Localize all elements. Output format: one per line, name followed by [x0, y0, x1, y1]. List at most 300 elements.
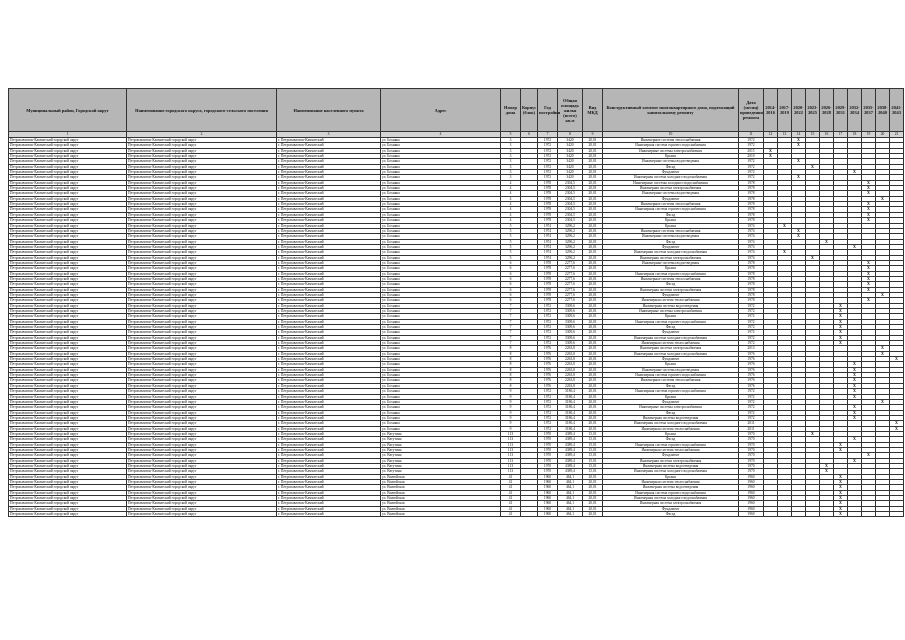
column-number: 19	[862, 132, 876, 138]
area-cell: 2263,8	[558, 351, 583, 356]
area-cell: 2277,6	[558, 287, 583, 292]
area-cell: 2277,6	[558, 282, 583, 287]
repair-date-cell: 1972	[739, 394, 764, 399]
house-number-cell: 5	[501, 239, 521, 244]
building-type-cell: 15,01	[583, 437, 603, 442]
house-number-cell: 7	[501, 314, 521, 319]
structural-element-cell: Инженерные системы водоотведения	[603, 234, 739, 239]
building-type-cell: 20,01	[583, 474, 603, 479]
period-mark-cell: X	[890, 426, 904, 431]
district-cell: Петропавловск-Камчатский городской округ	[9, 159, 127, 164]
locality-cell: г. Петропавловск-Камчатский	[277, 351, 381, 356]
area-cell: 3296,2	[558, 228, 583, 233]
repair-date-cell: 1978	[739, 218, 764, 223]
locality-cell: г. Петропавловск-Камчатский	[277, 469, 381, 474]
address-cell: ул. Бохняка	[381, 426, 501, 431]
settlement-cell: Петропавловск-Камчатский городской округ	[127, 367, 277, 372]
settlement-cell: Петропавловск-Камчатский городской округ	[127, 325, 277, 330]
house-number-cell: 4	[501, 196, 521, 201]
area-cell: 2304,5	[558, 180, 583, 185]
repair-date-cell: 1972	[739, 143, 764, 148]
locality-cell: г. Петропавловск-Камчатский	[277, 175, 381, 180]
repair-date-cell: 1978	[739, 196, 764, 201]
building-type-cell: 20,01	[583, 330, 603, 335]
repair-date-cell: 2015	[739, 148, 764, 153]
repair-date-cell: 1972	[739, 309, 764, 314]
build-year-cell: 1974	[538, 234, 558, 239]
period-mark-cell: X	[848, 383, 862, 388]
repair-date-cell: 1976	[739, 373, 764, 378]
locality-cell: г. Петропавловск-Камчатский	[277, 212, 381, 217]
district-cell: Петропавловск-Камчатский городской округ	[9, 469, 127, 474]
district-cell: Петропавловск-Камчатский городской округ	[9, 148, 127, 153]
area-cell: 3420	[558, 138, 583, 143]
settlement-cell: Петропавловск-Камчатский городской округ	[127, 271, 277, 276]
build-year-cell: 1972	[538, 303, 558, 308]
build-year-cell: 1960	[538, 485, 558, 490]
column-number: 12	[764, 132, 778, 138]
settlement-cell: Петропавловск-Камчатский городской округ	[127, 196, 277, 201]
period-mark-cell: X	[876, 351, 890, 356]
repair-date-cell: 1976	[739, 383, 764, 388]
settlement-cell: Петропавловск-Камчатский городской округ	[127, 228, 277, 233]
district-cell: Петропавловск-Камчатский городской округ	[9, 357, 127, 362]
period-mark-cell: X	[820, 469, 834, 474]
locality-cell: г. Петропавловск-Камчатский	[277, 373, 381, 378]
repair-date-cell: 1978	[739, 292, 764, 297]
build-year-cell: 1972	[538, 325, 558, 330]
settlement-cell: Петропавловск-Камчатский городской округ	[127, 239, 277, 244]
address-cell: ул. Бохняка	[381, 202, 501, 207]
column-header: Номер дома	[501, 89, 521, 132]
address-cell: ул. Бохняка	[381, 260, 501, 265]
district-cell: Петропавловск-Камчатский городской округ	[9, 325, 127, 330]
structural-element-cell: Инженерные системы холодного водоснабжения	[603, 180, 739, 185]
building-type-cell: 20,01	[583, 357, 603, 362]
district-cell: Петропавловск-Камчатский городской округ	[9, 389, 127, 394]
area-cell: 2263,8	[558, 357, 583, 362]
build-year-cell: 1978	[538, 298, 558, 303]
column-number: 6	[521, 132, 538, 138]
area-cell: 3420	[558, 148, 583, 153]
column-header: Адрес	[381, 89, 501, 132]
locality-cell: г. Петропавловск-Камчатский	[277, 421, 381, 426]
district-cell: Петропавловск-Камчатский городской округ	[9, 506, 127, 511]
area-cell: 4389,4	[558, 431, 583, 436]
district-cell: Петропавловск-Камчатский городской округ	[9, 138, 127, 143]
settlement-cell: Петропавловск-Камчатский городской округ	[127, 276, 277, 281]
area-cell: 464,1	[558, 512, 583, 517]
building-type-cell: 20,01	[583, 415, 603, 420]
area-cell: 3420	[558, 164, 583, 169]
period-mark-cell: X	[890, 357, 904, 362]
locality-cell: г. Петропавловск-Камчатский	[277, 309, 381, 314]
building-type-cell: 20,01	[583, 234, 603, 239]
address-cell: ул. Бохняка	[381, 410, 501, 415]
build-year-cell: 1978	[538, 282, 558, 287]
settlement-cell: Петропавловск-Камчатский городской округ	[127, 373, 277, 378]
structural-element-cell: Инженерная система электроснабжения	[603, 255, 739, 260]
repair-date-cell: 1970	[739, 442, 764, 447]
repair-date-cell: 2011	[739, 421, 764, 426]
repair-date-cell: 1978	[739, 276, 764, 281]
structural-element-cell: Инженерные системы электроснабжения	[603, 309, 739, 314]
structural-element-cell: Фундамент	[603, 170, 739, 175]
repair-date-cell: 1960	[739, 506, 764, 511]
house-number-cell: 9	[501, 405, 521, 410]
address-cell: ул. Ватутина	[381, 437, 501, 442]
area-cell: 3309,6	[558, 335, 583, 340]
district-cell: Петропавловск-Камчатский городской округ	[9, 175, 127, 180]
area-cell: 3309,6	[558, 309, 583, 314]
area-cell: 464,1	[558, 490, 583, 495]
structural-element-cell: Фундамент	[603, 399, 739, 404]
house-number-cell: 6	[501, 287, 521, 292]
build-year-cell: 1960	[538, 474, 558, 479]
build-year-cell: 1960	[538, 496, 558, 501]
repair-date-cell: 1972	[739, 175, 764, 180]
settlement-cell: Петропавловск-Камчатский городской округ	[127, 421, 277, 426]
locality-cell: г. Петропавловск-Камчатский	[277, 159, 381, 164]
district-cell: Петропавловск-Камчатский городской округ	[9, 260, 127, 265]
repair-date-cell: 1974	[739, 244, 764, 249]
locality-cell: г. Петропавловск-Камчатский	[277, 485, 381, 490]
locality-cell: г. Петропавловск-Камчатский	[277, 218, 381, 223]
area-cell: 3296,2	[558, 244, 583, 249]
building-type-cell: 20,01	[583, 378, 603, 383]
address-cell: ул. Бохняка	[381, 341, 501, 346]
house-number-cell: 8	[501, 373, 521, 378]
district-cell: Петропавловск-Камчатский городской округ	[9, 426, 127, 431]
address-cell: ул. Бохняка	[381, 346, 501, 351]
district-cell: Петропавловск-Камчатский городской округ	[9, 362, 127, 367]
address-cell: ул. Бохняка	[381, 154, 501, 159]
structural-element-cell: Инженерная система водоотведения	[603, 485, 739, 490]
settlement-cell: Петропавловск-Камчатский городской округ	[127, 346, 277, 351]
structural-element-cell: Инженерные системы теплоснабжения	[603, 202, 739, 207]
settlement-cell: Петропавловск-Камчатский городской округ	[127, 442, 277, 447]
column-header: 2017-2019	[778, 89, 792, 132]
settlement-cell: Петропавловск-Камчатский городской округ	[127, 383, 277, 388]
build-year-cell: 1972	[538, 143, 558, 148]
repair-date-cell: 1972	[739, 138, 764, 143]
period-mark-cell: X	[764, 154, 778, 159]
build-year-cell: 1970	[538, 469, 558, 474]
area-cell: 3186,4	[558, 389, 583, 394]
building-type-cell: 20,01	[583, 351, 603, 356]
period-mark-cell: X	[848, 410, 862, 415]
locality-cell: г. Петропавловск-Камчатский	[277, 512, 381, 517]
column-number: 3	[277, 132, 381, 138]
build-year-cell: 1972	[538, 394, 558, 399]
address-cell: ул. Бохняка	[381, 212, 501, 217]
settlement-cell: Петропавловск-Камчатский городской округ	[127, 335, 277, 340]
build-year-cell: 1978	[538, 266, 558, 271]
structural-element-cell: Фасад	[603, 282, 739, 287]
locality-cell: г. Петропавловск-Камчатский	[277, 223, 381, 228]
building-type-cell: 15,01	[583, 463, 603, 468]
district-cell: Петропавловск-Камчатский городской округ	[9, 351, 127, 356]
address-cell: ул. Бохняка	[381, 180, 501, 185]
column-number: 17	[834, 132, 848, 138]
address-cell: ул. Бохняка	[381, 186, 501, 191]
district-cell: Петропавловск-Камчатский городской округ	[9, 485, 127, 490]
repair-date-cell: 1960	[739, 485, 764, 490]
district-cell: Петропавловск-Камчатский городской округ	[9, 410, 127, 415]
house-number-cell: 3	[501, 143, 521, 148]
structural-element-cell: Инженерная система водоотведения	[603, 463, 739, 468]
building-type-cell: 20,01	[583, 292, 603, 297]
district-cell: Петропавловск-Камчатский городской округ	[9, 383, 127, 388]
house-number-cell: 6	[501, 292, 521, 297]
locality-cell: г. Петропавловск-Камчатский	[277, 341, 381, 346]
settlement-cell: Петропавловск-Камчатский городской округ	[127, 330, 277, 335]
period-mark-cell: X	[792, 234, 806, 239]
building-type-cell: 20,01	[583, 207, 603, 212]
building-type-cell: 20,01	[583, 346, 603, 351]
repair-date-cell: 1978	[739, 266, 764, 271]
column-header: 2014-2016	[764, 89, 778, 132]
structural-element-cell: Инженерная система горячего водоснабжения	[603, 143, 739, 148]
area-cell: 3296,2	[558, 223, 583, 228]
column-number: 7	[538, 132, 558, 138]
address-cell: ул. Ватутина	[381, 431, 501, 436]
structural-element-cell: Инженерные системы водоотведения	[603, 260, 739, 265]
repair-date-cell: 1960	[739, 490, 764, 495]
period-mark-cell: X	[792, 143, 806, 148]
structural-element-cell: Инженерные системы электроснабжения	[603, 405, 739, 410]
area-cell: 4389,4	[558, 437, 583, 442]
house-number-cell: 6	[501, 266, 521, 271]
address-cell: ул. Бохняка	[381, 148, 501, 153]
building-type-cell: 20,01	[583, 250, 603, 255]
address-cell: ул. Бохняка	[381, 335, 501, 340]
structural-element-cell: Инженерная система электроснабжения	[603, 501, 739, 506]
address-cell: ул. Вилюйская	[381, 485, 501, 490]
house-number-cell: 41	[501, 490, 521, 495]
settlement-cell: Петропавловск-Камчатский городской округ	[127, 341, 277, 346]
house-number-cell: 8	[501, 362, 521, 367]
address-cell: ул. Бохняка	[381, 319, 501, 324]
district-cell: Петропавловск-Камчатский городской округ	[9, 202, 127, 207]
build-year-cell: 1974	[538, 250, 558, 255]
structural-element-cell: Инженерная система теплоснабжения	[603, 341, 739, 346]
settlement-cell: Петропавловск-Камчатский городской округ	[127, 351, 277, 356]
locality-cell: г. Петропавловск-Камчатский	[277, 202, 381, 207]
address-cell: ул. Бохняка	[381, 415, 501, 420]
district-cell: Петропавловск-Камчатский городской округ	[9, 212, 127, 217]
column-header: 2038-2040	[876, 89, 890, 132]
address-cell: ул. Бохняка	[381, 292, 501, 297]
district-cell: Петропавловск-Камчатский городской округ	[9, 474, 127, 479]
district-cell: Петропавловск-Камчатский городской округ	[9, 367, 127, 372]
structural-element-cell: Инженерные системы водоотведения	[603, 191, 739, 196]
building-type-cell: 20,01	[583, 496, 603, 501]
settlement-cell: Петропавловск-Камчатский городской округ	[127, 506, 277, 511]
address-cell: ул. Бохняка	[381, 191, 501, 196]
area-cell: 2263,8	[558, 367, 583, 372]
structural-element-cell: Фасад	[603, 212, 739, 217]
period-mark-cell: X	[848, 373, 862, 378]
repair-date-cell: 1970	[739, 437, 764, 442]
build-year-cell: 1972	[538, 405, 558, 410]
area-cell: 3420	[558, 170, 583, 175]
locality-cell: г. Петропавловск-Камчатский	[277, 426, 381, 431]
structural-element-cell: Фасад	[603, 437, 739, 442]
building-type-cell: 20,01	[583, 426, 603, 431]
building-type-cell: 20,01	[583, 143, 603, 148]
repair-date-cell: 1972	[739, 314, 764, 319]
build-year-cell: 1974	[538, 228, 558, 233]
build-year-cell: 1976	[538, 357, 558, 362]
structural-element-cell: Фундамент	[603, 196, 739, 201]
district-cell: Петропавловск-Камчатский городской округ	[9, 437, 127, 442]
repair-date-cell: 1970	[739, 431, 764, 436]
address-cell: ул. Бохняка	[381, 389, 501, 394]
period-mark-cell: X	[806, 255, 820, 260]
column-number: 15	[806, 132, 820, 138]
house-number-cell: 8	[501, 346, 521, 351]
column-header: Дата (месяц) проведения ремонта	[739, 89, 764, 132]
area-cell: 3186,4	[558, 394, 583, 399]
building-type-cell: 20,01	[583, 138, 603, 143]
settlement-cell: Петропавловск-Камчатский городской округ	[127, 202, 277, 207]
building-type-cell: 15,01	[583, 458, 603, 463]
period-mark-cell: X	[862, 180, 876, 185]
address-cell: ул. Бохняка	[381, 244, 501, 249]
period-mark-cell: X	[834, 506, 848, 511]
address-cell: ул. Бохняка	[381, 255, 501, 260]
locality-cell: г. Петропавловск-Камчатский	[277, 148, 381, 153]
period-mark-cell: X	[862, 260, 876, 265]
repair-date-cell: 1978	[739, 287, 764, 292]
area-cell: 464,1	[558, 496, 583, 501]
house-number-cell: 5	[501, 223, 521, 228]
building-type-cell: 20,01	[583, 362, 603, 367]
column-number: 18	[848, 132, 862, 138]
period-mark-cell: X	[834, 325, 848, 330]
column-number: 14	[792, 132, 806, 138]
structural-element-cell: Фасад	[603, 410, 739, 415]
repair-date-cell: 1974	[739, 255, 764, 260]
period-mark-cell: X	[862, 202, 876, 207]
district-cell: Петропавловск-Камчатский городской округ	[9, 480, 127, 485]
building-type-cell: 15,01	[583, 469, 603, 474]
district-cell: Петропавловск-Камчатский городской округ	[9, 255, 127, 260]
address-cell: ул. Бохняка	[381, 298, 501, 303]
locality-cell: г. Петропавловск-Камчатский	[277, 357, 381, 362]
build-year-cell: 1972	[538, 426, 558, 431]
house-number-cell: 9	[501, 399, 521, 404]
build-year-cell: 1976	[538, 383, 558, 388]
period-mark-cell: X	[862, 266, 876, 271]
period-mark-cell: X	[862, 298, 876, 303]
locality-cell: г. Петропавловск-Камчатский	[277, 474, 381, 479]
locality-cell: г. Петропавловск-Камчатский	[277, 228, 381, 233]
settlement-cell: Петропавловск-Камчатский городской округ	[127, 186, 277, 191]
area-cell: 464,1	[558, 506, 583, 511]
district-cell: Петропавловск-Камчатский городской округ	[9, 287, 127, 292]
address-cell: ул. Бохняка	[381, 314, 501, 319]
locality-cell: г. Петропавловск-Камчатский	[277, 282, 381, 287]
settlement-cell: Петропавловск-Камчатский городской округ	[127, 164, 277, 169]
structural-element-cell: Фундамент	[603, 292, 739, 297]
house-number-cell: 9	[501, 394, 521, 399]
house-number-cell: 7	[501, 325, 521, 330]
settlement-cell: Петропавловск-Камчатский городской округ	[127, 458, 277, 463]
repair-date-cell: 1970	[739, 469, 764, 474]
building-type-cell: 20,01	[583, 421, 603, 426]
repair-date-cell: 1972	[739, 335, 764, 340]
area-cell: 2277,6	[558, 276, 583, 281]
settlement-cell: Петропавловск-Камчатский городской округ	[127, 512, 277, 517]
period-mark-cell: X	[848, 458, 862, 463]
repair-date-cell: 1960	[739, 512, 764, 517]
settlement-cell: Петропавловск-Камчатский городской округ	[127, 255, 277, 260]
structural-element-cell: Крыша	[603, 154, 739, 159]
area-cell: 2263,8	[558, 346, 583, 351]
district-cell: Петропавловск-Камчатский городской округ	[9, 164, 127, 169]
area-cell: 2304,5	[558, 191, 583, 196]
house-number-cell: 7	[501, 319, 521, 324]
area-cell: 4389,4	[558, 453, 583, 458]
settlement-cell: Петропавловск-Камчатский городской округ	[127, 501, 277, 506]
building-type-cell: 20,01	[583, 512, 603, 517]
repair-date-cell: 1972	[739, 319, 764, 324]
district-cell: Петропавловск-Камчатский городской округ	[9, 453, 127, 458]
address-cell: ул. Ватутина	[381, 458, 501, 463]
house-number-cell: 3	[501, 148, 521, 153]
structural-element-cell: Инженерная система теплоснабжения	[603, 480, 739, 485]
period-mark-cell: X	[876, 196, 890, 201]
address-cell: ул. Бохняка	[381, 138, 501, 143]
structural-element-cell: Инженерные системы электроснабжения	[603, 148, 739, 153]
period-mark-cell: X	[862, 207, 876, 212]
column-header: Конструктивный элемент многоквартирного дома, подлежащий капитальному ремонту	[603, 89, 739, 132]
house-number-cell: 3	[501, 159, 521, 164]
area-cell: 2304,5	[558, 207, 583, 212]
settlement-cell: Петропавловск-Камчатский городской округ	[127, 143, 277, 148]
district-cell: Петропавловск-Камчатский городской округ	[9, 458, 127, 463]
house-number-cell: 8	[501, 367, 521, 372]
repair-date-cell: 2011	[739, 426, 764, 431]
address-cell: ул. Бохняка	[381, 303, 501, 308]
building-type-cell: 20,01	[583, 410, 603, 415]
house-number-cell: 4	[501, 212, 521, 217]
building-type-cell: 15,01	[583, 447, 603, 452]
period-mark-cell: X	[848, 170, 862, 175]
area-cell: 2277,6	[558, 260, 583, 265]
locality-cell: г. Петропавловск-Камчатский	[277, 319, 381, 324]
locality-cell: г. Петропавловск-Камчатский	[277, 292, 381, 297]
build-year-cell: 1978	[538, 191, 558, 196]
period-mark-cell: X	[834, 485, 848, 490]
building-type-cell: 20,01	[583, 196, 603, 201]
district-cell: Петропавловск-Камчатский городской округ	[9, 346, 127, 351]
house-number-cell: 7	[501, 330, 521, 335]
district-cell: Петропавловск-Камчатский городской округ	[9, 303, 127, 308]
house-number-cell: 4	[501, 218, 521, 223]
column-number: 21	[890, 132, 904, 138]
structural-element-cell: Крыша	[603, 223, 739, 228]
build-year-cell: 1972	[538, 154, 558, 159]
district-cell: Петропавловск-Камчатский городской округ	[9, 196, 127, 201]
repair-date-cell: 1976	[739, 378, 764, 383]
structural-element-cell: Инженерная система холодного водоснабжения	[603, 496, 739, 501]
address-cell: ул. Бохняка	[381, 330, 501, 335]
locality-cell: г. Петропавловск-Камчатский	[277, 394, 381, 399]
district-cell: Петропавловск-Камчатский городской округ	[9, 309, 127, 314]
